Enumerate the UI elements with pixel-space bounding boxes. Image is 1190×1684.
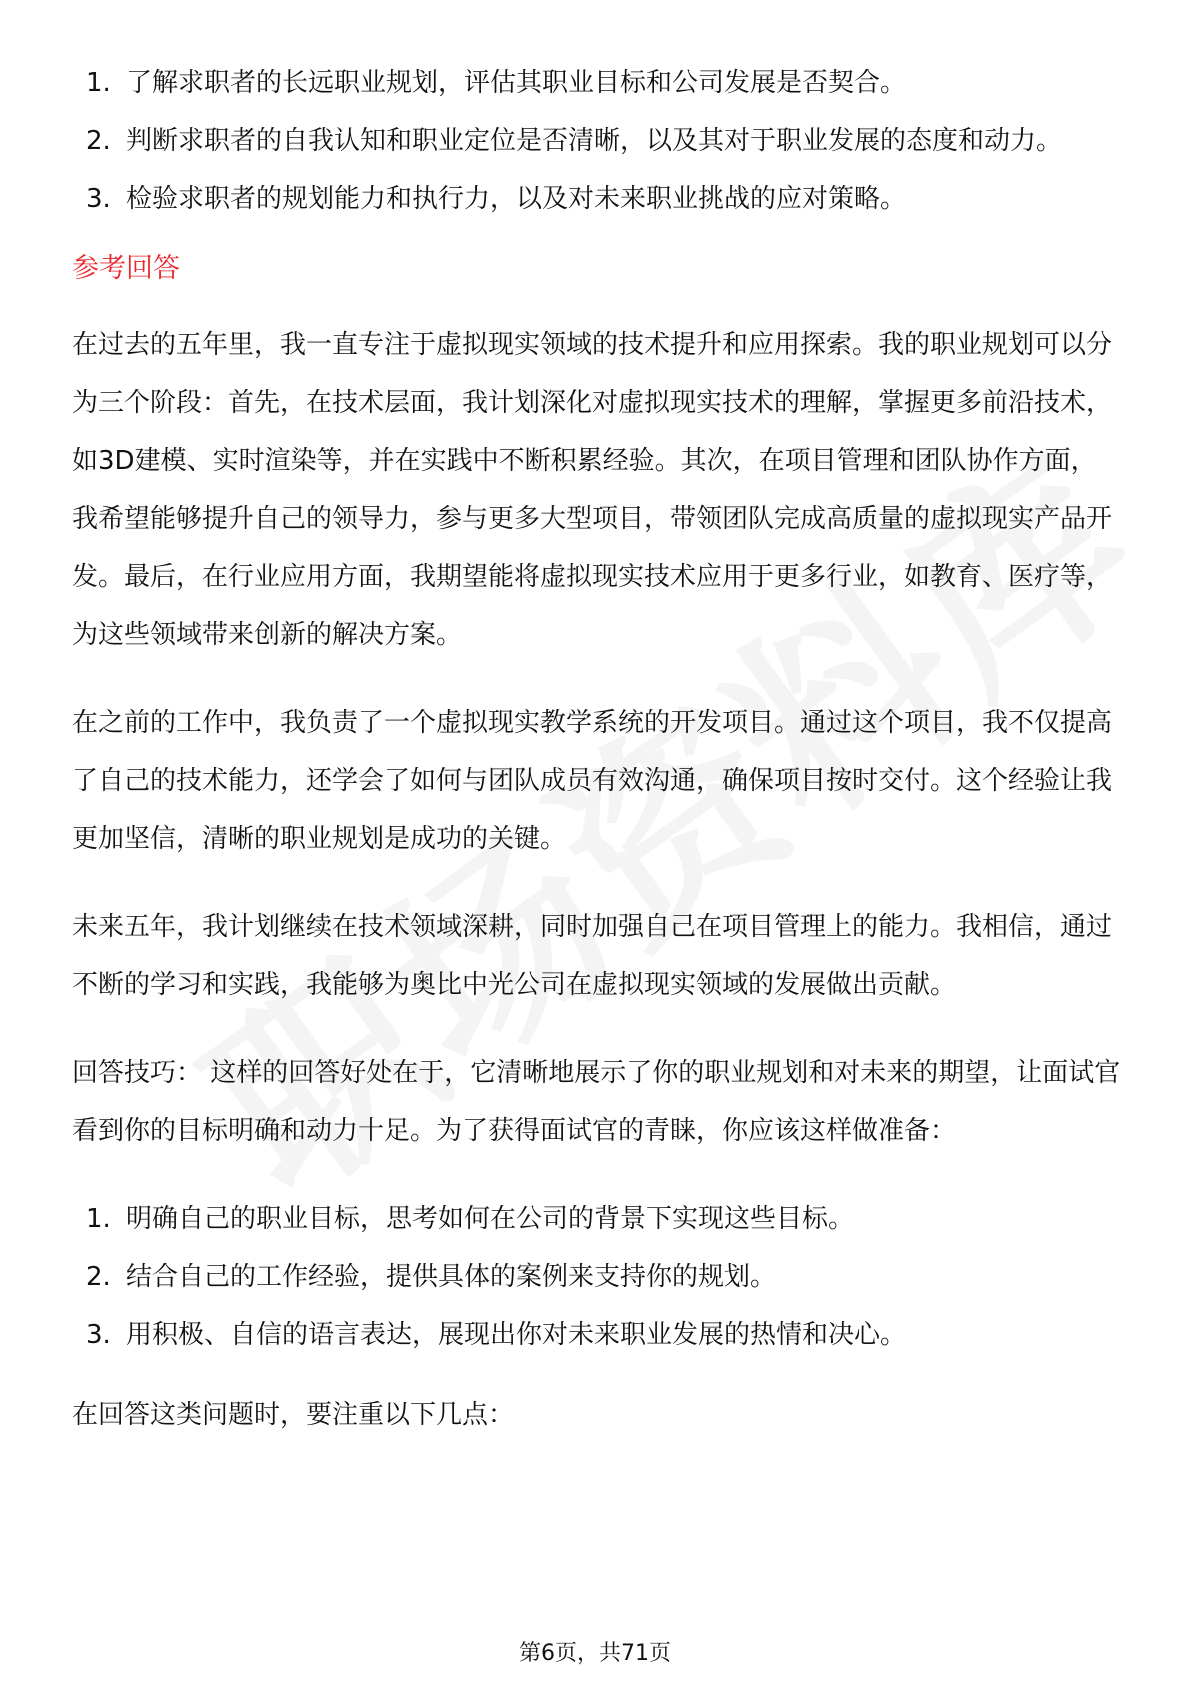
closing-line: 在回答这类问题时，要注重以下几点： (72, 1400, 515, 1430)
list-item: 1. 了解求职者的长远职业规划，评估其职业目标和公司发展是否契合。 (86, 68, 907, 98)
list-item: 3. 用积极、自信的语言表达，展现出你对未来职业发展的热情和决心。 (86, 1320, 907, 1350)
list-item: 2. 结合自己的工作经验，提供具体的案例来支持你的规划。 (86, 1262, 777, 1292)
list-item: 3. 检验求职者的规划能力和执行力，以及对未来职业挑战的应对策略。 (86, 184, 907, 214)
section-title: 参考回答 (72, 253, 180, 284)
page-footer: 第6页，共71页 (519, 1641, 671, 1666)
tips-paragraph: 回答技巧： 这样的回答好处在于，它清晰地展示了你的职业规划和对未来的期望，让面试官看到你的目标明确和动力十足。为了获得面试官的青睐，你应该这样做准备： (72, 1058, 1121, 1146)
list-item: 2. 判断求职者的自我认知和职业定位是否清晰，以及其对于职业发展的态度和动力。 (86, 126, 1063, 156)
intro-list (72, 54, 1122, 228)
answer-paragraph: 在过去的五年里，我一直专注于虚拟现实领域的技术提升和应用探索。我的职业规划可以分为三个阶段：首先，在技术层面，我计划深化对虚拟现实技术的理解，掌握更多前沿技术，如3D建模、实时渲染等，并在实践中不断积累经验。其次，在项目管理和团队协作方面，我希望能够提升自己的领导力，参与更多大型项目，带领团队完成高质量的虚拟现实产品开发。最后，在行业应用方面，我期望能将虚拟现实技术应用于更多行业，如教育、医疗等，为这些领域带来创新的解决方案。 (72, 330, 1113, 650)
document-body (72, 54, 1122, 1444)
tips-list (72, 1190, 1122, 1364)
answer-paragraph: 未来五年，我计划继续在技术领域深耕，同时加强自己在项目管理上的能力。我相信，通过不断的学习和实践，我能够为奥比中光公司在虚拟现实领域的发展做出贡献。 (72, 912, 1113, 1000)
answer-paragraph: 在之前的工作中，我负责了一个虚拟现实教学系统的开发项目。通过这个项目，我不仅提高了自己的技术能力，还学会了如何与团队成员有效沟通，确保项目按时交付。这个经验让我更加坚信，清晰的职业规划是成功的关键。 (72, 708, 1113, 854)
list-item: 1. 明确自己的职业目标，思考如何在公司的背景下实现这些目标。 (86, 1204, 855, 1234)
